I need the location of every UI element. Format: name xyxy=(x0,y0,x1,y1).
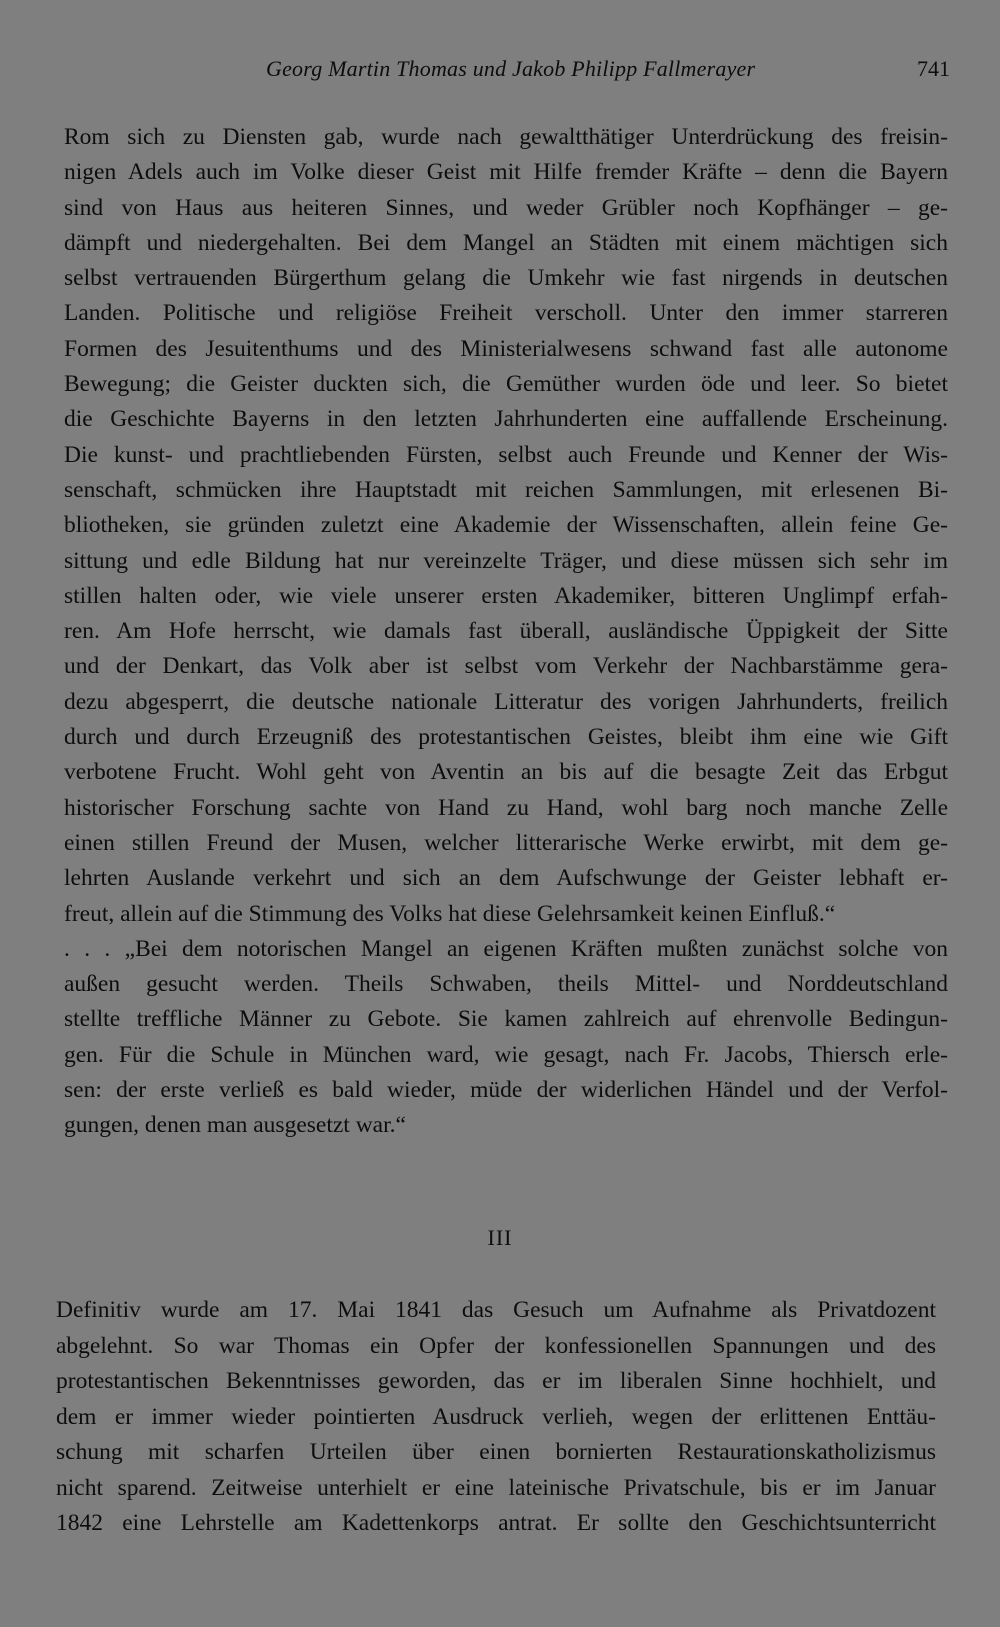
text-line: gen. Für die Schule in München ward, wie gesagt, nach Fr. Jacobs, Thiersch erle- xyxy=(64,1041,948,1068)
text-line: senschaft, schmücken ihre Hauptstadt mit reichen Sammlungen, mit erlesenen Bi- xyxy=(64,476,948,503)
text-line: ren. Am Hofe herrscht, wie damals fast überall, ausländische Üppigkeit der Sitte xyxy=(64,618,948,645)
text-line: sen: der erste verließ es bald wieder, müde der widerlichen Händel und der Verfol- xyxy=(64,1077,948,1104)
text-line: Rom sich zu Diensten gab, wurde nach gewaltthätiger Unterdrückung des freisin- xyxy=(64,124,948,150)
running-head xyxy=(60,52,950,88)
text-line: stillen halten oder, wie viele unserer ersten Akademiker, bitteren Unglimpf erfah- xyxy=(64,582,948,609)
text-line: durch und durch Erzeugniß des protestantischen Geistes, bleibt ihm eine wie Gift xyxy=(64,724,948,751)
text-line: dem er immer wieder pointierten Ausdruck verlieh, wegen der erlittenen Enttäu- xyxy=(56,1403,936,1430)
text-line: lehrten Auslande verkehrt und sich an dem Aufschwunge der Geister lebhaft er- xyxy=(64,865,948,892)
text-line: selbst vertrauenden Bürgerthum gelang die Umkehr wie fast nirgends in deutschen xyxy=(64,265,948,292)
text-line: sind von Haus aus heiteren Sinnes, und weder Grübler noch Kopfhänger – ge- xyxy=(64,194,948,221)
text-line: 1842 eine Lehrstelle am Kadettenkorps antrat. Er sollte den Geschichtsunterricht xyxy=(56,1510,936,1536)
text-line: gungen, denen man ausgesetzt war.“ xyxy=(64,1112,406,1139)
text-line: historischer Forschung sachte von Hand zu Hand, wohl barg noch manche Zelle xyxy=(64,794,948,821)
text-line: sittung und edle Bildung hat nur vereinzelte Träger, und diese müssen sich sehr im xyxy=(64,547,948,574)
text-line: dämpft und niedergehalten. Bei dem Mangel an Städten mit einem mächtigen sich xyxy=(64,229,948,256)
paragraph-2 xyxy=(64,932,948,1144)
page-number: 741 xyxy=(917,56,950,81)
section-heading: III xyxy=(487,1225,513,1250)
paragraph-3 xyxy=(56,1293,936,1542)
text-line: Formen des Jesuitenthums und des Ministerialwesens schwand fast alle autonome xyxy=(64,335,948,362)
paragraph-1 xyxy=(64,120,948,932)
text-line: freut, allein auf die Stimmung des Volks hat diese Gelehrsamkeit keinen Einfluß.“ xyxy=(64,900,836,927)
body-text-top xyxy=(64,120,948,1144)
text-line: Landen. Politische und religiöse Freiheit verscholl. Unter den immer starreren xyxy=(64,300,948,327)
text-line: abgelehnt. So war Thomas ein Opfer der konfessionellen Spannungen und des xyxy=(56,1332,936,1359)
text-line: die Geschichte Bayerns in den letzten Jahrhunderten eine auffallende Erscheinung. xyxy=(64,406,948,433)
text-line: nicht sparend. Zeitweise unterhielt er eine lateinische Privatschule, bis er im Januar xyxy=(56,1474,936,1501)
text-line: nigen Adels auch im Volke dieser Geist mit Hilfe fremder Kräfte – denn die Bayern xyxy=(64,159,948,186)
text-line: Definitiv wurde am 17. Mai 1841 das Gesuch um Aufnahme als Privatdozent xyxy=(56,1297,936,1323)
text-line: stellte treffliche Männer zu Gebote. Sie kamen zahlreich auf ehrenvolle Bedingun- xyxy=(64,1006,948,1033)
text-line: verbotene Frucht. Wohl geht von Aventin an bis auf die besagte Zeit das Erbgut xyxy=(64,759,948,786)
text-line: bliotheken, sie gründen zuletzt eine Akademie der Wissenschaften, allein feine Ge- xyxy=(64,512,948,539)
running-title: Georg Martin Thomas und Jakob Philipp Fallmerayer xyxy=(266,56,756,81)
text-line: außen gesucht werden. Theils Schwaben, theils Mittel- und Norddeutschland xyxy=(64,971,948,998)
body-text-bottom xyxy=(56,1293,936,1542)
text-line: protestantischen Bekenntnisses geworden, das er im liberalen Sinne hochhielt, und xyxy=(56,1368,936,1394)
text-line: dezu abgesperrt, die deutsche nationale Litteratur des vorigen Jahrhunderts, freilich xyxy=(64,688,948,715)
text-line: schung mit scharfen Urteilen über einen bornierten Restaurationskatholizismus xyxy=(56,1439,936,1465)
text-line: einen stillen Freund der Musen, welcher litterarische Werke erwirbt, mit dem ge- xyxy=(64,829,948,856)
text-line: Die kunst- und prachtliebenden Fürsten, selbst auch Freunde und Kenner der Wis- xyxy=(64,441,948,468)
text-line: . . . „Bei dem notorischen Mangel an eigenen Kräften mußten zunächst solche von xyxy=(64,935,948,962)
text-line: und der Denkart, das Volk aber ist selbst vom Verkehr der Nachbarstämme gera- xyxy=(64,653,948,680)
text-line: Bewegung; die Geister duckten sich, die Gemüther wurden öde und leer. So bietet xyxy=(64,371,948,398)
